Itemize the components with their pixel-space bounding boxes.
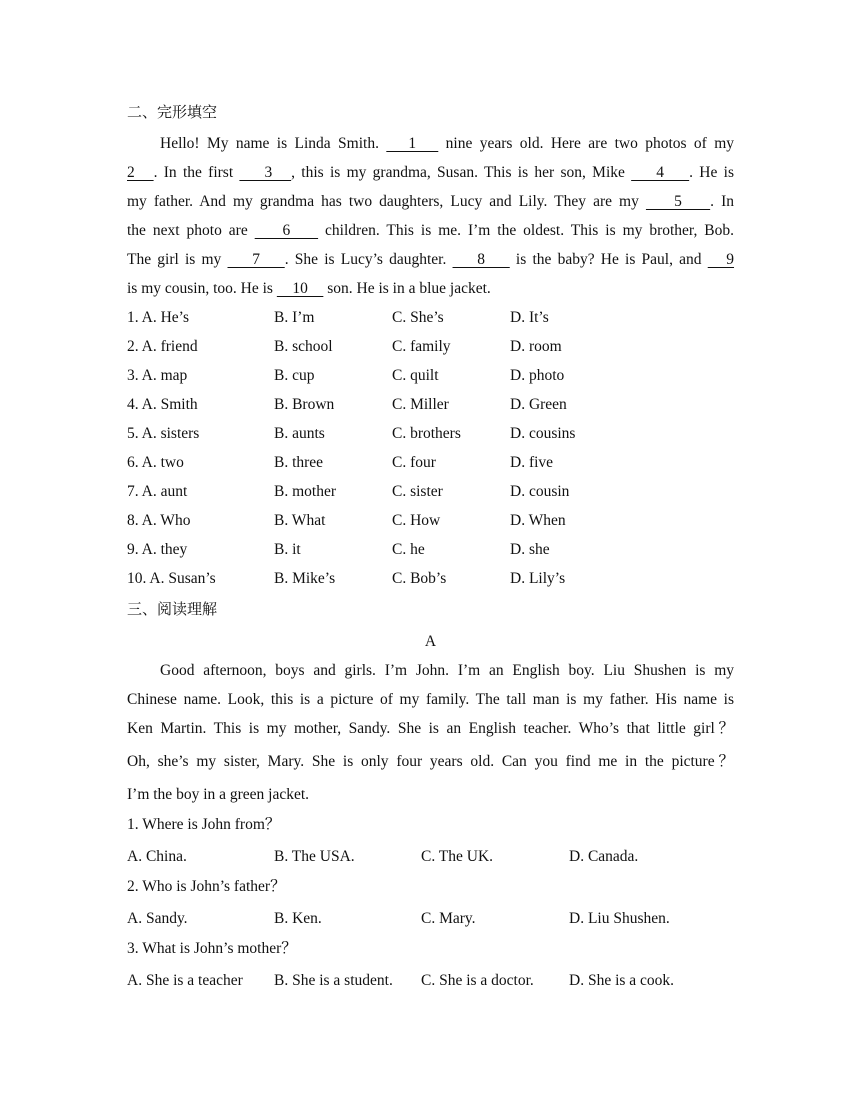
reading-question-1: 1. Where is John from？ xyxy=(127,816,281,833)
blank-7: 7 xyxy=(227,251,285,268)
blank-2: 2 xyxy=(127,164,154,181)
option-c: C. She’s xyxy=(392,309,444,326)
reading-passage-line-1: Good afternoon, boys and girls. I’m John. I’m an English boy. Liu Shushen is my xyxy=(160,662,734,679)
option-b: B. cup xyxy=(274,367,315,384)
option-b: B. mother xyxy=(274,483,336,500)
blank-10: 10 xyxy=(276,280,324,297)
option-d: D. room xyxy=(510,338,562,355)
option-b: B. Brown xyxy=(274,396,335,413)
cloze-passage-line-4: the next photo are 6 children. This is me. I’m the oldest. This is my brother, Bob. xyxy=(127,222,735,239)
option-b: B. What xyxy=(274,512,326,529)
reading-question-2: 2. Who is John’s father？ xyxy=(127,878,286,895)
option-b: B. Ken. xyxy=(274,910,322,927)
option-b: B. Mike’s xyxy=(274,570,336,587)
section-heading-cloze: 二、完形填空 xyxy=(127,103,218,121)
option-c: C. Miller xyxy=(392,396,449,413)
reading-passage-line-2: Chinese name. Look, this is a picture of my family. The tall man is my father. His name is xyxy=(127,691,734,708)
reading-question-3: 3. What is John’s mother？ xyxy=(127,940,297,957)
option-c: C. Mary. xyxy=(421,910,476,927)
option-b: B. it xyxy=(274,541,301,558)
option-c: C. She is a doctor. xyxy=(421,972,534,989)
option-d: D. She is a cook. xyxy=(569,972,675,989)
reading-part-label: A xyxy=(424,633,437,650)
option-b: B. three xyxy=(274,454,324,471)
option-a: 3. A. map xyxy=(127,367,188,384)
reading-passage-line-5: I’m the boy in a green jacket. xyxy=(127,786,310,803)
blank-9: 9 xyxy=(707,251,735,268)
option-a: 9. A. they xyxy=(127,541,188,558)
option-a: A. She is a teacher xyxy=(127,972,243,989)
option-c: C. quilt xyxy=(392,367,439,384)
cloze-passage-line-1: Hello! My name is Linda Smith. 1 nine years old. Here are two photos of my xyxy=(160,135,735,152)
option-a: A. Sandy. xyxy=(127,910,188,927)
blank-3: 3 xyxy=(239,164,292,181)
option-d: D. she xyxy=(510,541,550,558)
option-a: 8. A. Who xyxy=(127,512,191,529)
blank-8: 8 xyxy=(452,251,510,268)
option-d: D. Green xyxy=(510,396,567,413)
section-heading-reading: 三、阅读理解 xyxy=(127,600,218,618)
cloze-passage-line-5: The girl is my 7 . She is Lucy’s daughter. 8 is the baby? He is Paul, and 9 xyxy=(127,251,735,268)
cloze-passage-line-2: 2 . In the first 3 , this is my grandma, Susan. This is her son, Mike 4 . He is xyxy=(127,164,735,181)
option-d: D. photo xyxy=(510,367,565,384)
blank-5: 5 xyxy=(645,193,711,210)
option-c: C. four xyxy=(392,454,436,471)
option-b: B. aunts xyxy=(274,425,325,442)
option-c: C. Bob’s xyxy=(392,570,447,587)
option-d: D. five xyxy=(510,454,554,471)
option-a: 6. A. two xyxy=(127,454,184,471)
option-a: 7. A. aunt xyxy=(127,483,188,500)
option-d: D. Canada. xyxy=(569,848,639,865)
option-c: C. brothers xyxy=(392,425,461,442)
option-d: D. cousin xyxy=(510,483,570,500)
cloze-passage-line-6: is my cousin, too. He is 10 son. He is in a blue jacket. xyxy=(127,280,491,297)
blank-1: 1 xyxy=(386,135,439,152)
reading-passage-line-3: Ken Martin. This is my mother, Sandy. She is an English teacher. Who’s that little girl？ xyxy=(127,720,734,737)
option-a: 1. A. He’s xyxy=(127,309,189,326)
option-c: C. family xyxy=(392,338,451,355)
option-d: D. Lily’s xyxy=(510,570,566,587)
option-b: B. The USA. xyxy=(274,848,355,865)
reading-passage-line-4: Oh, she’s my sister, Mary. She is only four years old. Can you find me in the picture？ xyxy=(127,753,734,770)
option-d: D. cousins xyxy=(510,425,576,442)
option-b: B. She is a student. xyxy=(274,972,393,989)
blank-4: 4 xyxy=(631,164,690,181)
blank-6: 6 xyxy=(254,222,319,239)
option-b: B. school xyxy=(274,338,333,355)
option-a: 4. A. Smith xyxy=(127,396,198,413)
option-a: 5. A. sisters xyxy=(127,425,200,442)
option-d: D. Liu Shushen. xyxy=(569,910,670,927)
option-d: D. When xyxy=(510,512,566,529)
option-a: A. China. xyxy=(127,848,187,865)
option-c: C. he xyxy=(392,541,425,558)
option-a: 2. A. friend xyxy=(127,338,198,355)
option-a: 10. A. Susan’s xyxy=(127,570,216,587)
option-c: C. sister xyxy=(392,483,443,500)
option-c: C. How xyxy=(392,512,441,529)
option-b: B. I’m xyxy=(274,309,315,326)
option-c: C. The UK. xyxy=(421,848,494,865)
option-d: D. It’s xyxy=(510,309,549,326)
cloze-passage-line-3: my father. And my grandma has two daughters, Lucy and Lily. They are my 5 . In xyxy=(127,193,735,210)
